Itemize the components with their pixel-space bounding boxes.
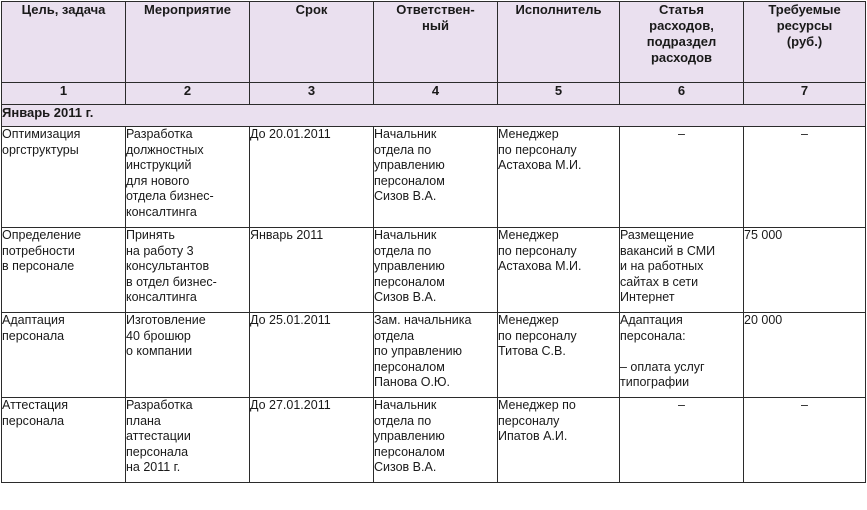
header-resources: Требуемые ресурсы (руб.) — [744, 2, 866, 83]
activity-cell: Принять на работу 3 консультантов в отдел бизнес- консалтинга — [126, 228, 250, 313]
resources-cell: 75 000 — [744, 228, 866, 313]
column-number-row — [2, 83, 866, 105]
expense-cell: Размещение вакансий в СМИ и на работных сайтах в сети Интернет — [620, 228, 744, 313]
resources-cell: – — [744, 398, 866, 483]
header-row — [2, 2, 866, 83]
responsible-cell: Начальник отдела по управлению персоналом Сизов В.А. — [374, 398, 498, 483]
resources-cell: 20 000 — [744, 313, 866, 398]
goal-cell: Определение потребности в персонале — [2, 228, 126, 313]
activity-cell: Разработка плана аттестации персонала на 2011 г. — [126, 398, 250, 483]
deadline-cell: До 27.01.2011 — [250, 398, 374, 483]
section-title: Январь 2011 г. — [2, 105, 866, 127]
hr-plan-table — [1, 1, 866, 483]
expense-cell: – — [620, 398, 744, 483]
responsible-cell: Зам. начальника отдела по управлению персоналом Панова О.Ю. — [374, 313, 498, 398]
table-row — [2, 127, 866, 228]
column-number: 2 — [126, 83, 250, 105]
activity-cell: Изготовление 40 брошюр о компании — [126, 313, 250, 398]
table-row — [2, 228, 866, 313]
column-number: 4 — [374, 83, 498, 105]
activity-cell: Разработка должностных инструкций для нового отдела бизнес- консалтинга — [126, 127, 250, 228]
table-row — [2, 313, 866, 398]
column-number: 3 — [250, 83, 374, 105]
expense-cell: – — [620, 127, 744, 228]
header-executor: Исполнитель — [498, 2, 620, 83]
header-responsible: Ответствен- ный — [374, 2, 498, 83]
responsible-cell: Начальник отдела по управлению персоналом Сизов В.А. — [374, 127, 498, 228]
deadline-cell: До 20.01.2011 — [250, 127, 374, 228]
column-number: 1 — [2, 83, 126, 105]
expense-cell: Адаптация персонала: – оплата услуг типографии — [620, 313, 744, 398]
header-expense: Статья расходов, подраздел расходов — [620, 2, 744, 83]
deadline-cell: Январь 2011 — [250, 228, 374, 313]
column-number: 6 — [620, 83, 744, 105]
executor-cell: Менеджер по персоналу Астахова М.И. — [498, 228, 620, 313]
deadline-cell: До 25.01.2011 — [250, 313, 374, 398]
header-deadline: Срок — [250, 2, 374, 83]
resources-cell: – — [744, 127, 866, 228]
section-row — [2, 105, 866, 127]
responsible-cell: Начальник отдела по управлению персоналом Сизов В.А. — [374, 228, 498, 313]
header-activity: Мероприятие — [126, 2, 250, 83]
goal-cell: Оптимизация оргструктуры — [2, 127, 126, 228]
executor-cell: Менеджер по персоналу Титова С.В. — [498, 313, 620, 398]
executor-cell: Менеджер по персоналу Ипатов А.И. — [498, 398, 620, 483]
goal-cell: Адаптация персонала — [2, 313, 126, 398]
header-goal: Цель, задача — [2, 2, 126, 83]
column-number: 5 — [498, 83, 620, 105]
column-number: 7 — [744, 83, 866, 105]
table-row — [2, 398, 866, 483]
goal-cell: Аттестация персонала — [2, 398, 126, 483]
executor-cell: Менеджер по персоналу Астахова М.И. — [498, 127, 620, 228]
